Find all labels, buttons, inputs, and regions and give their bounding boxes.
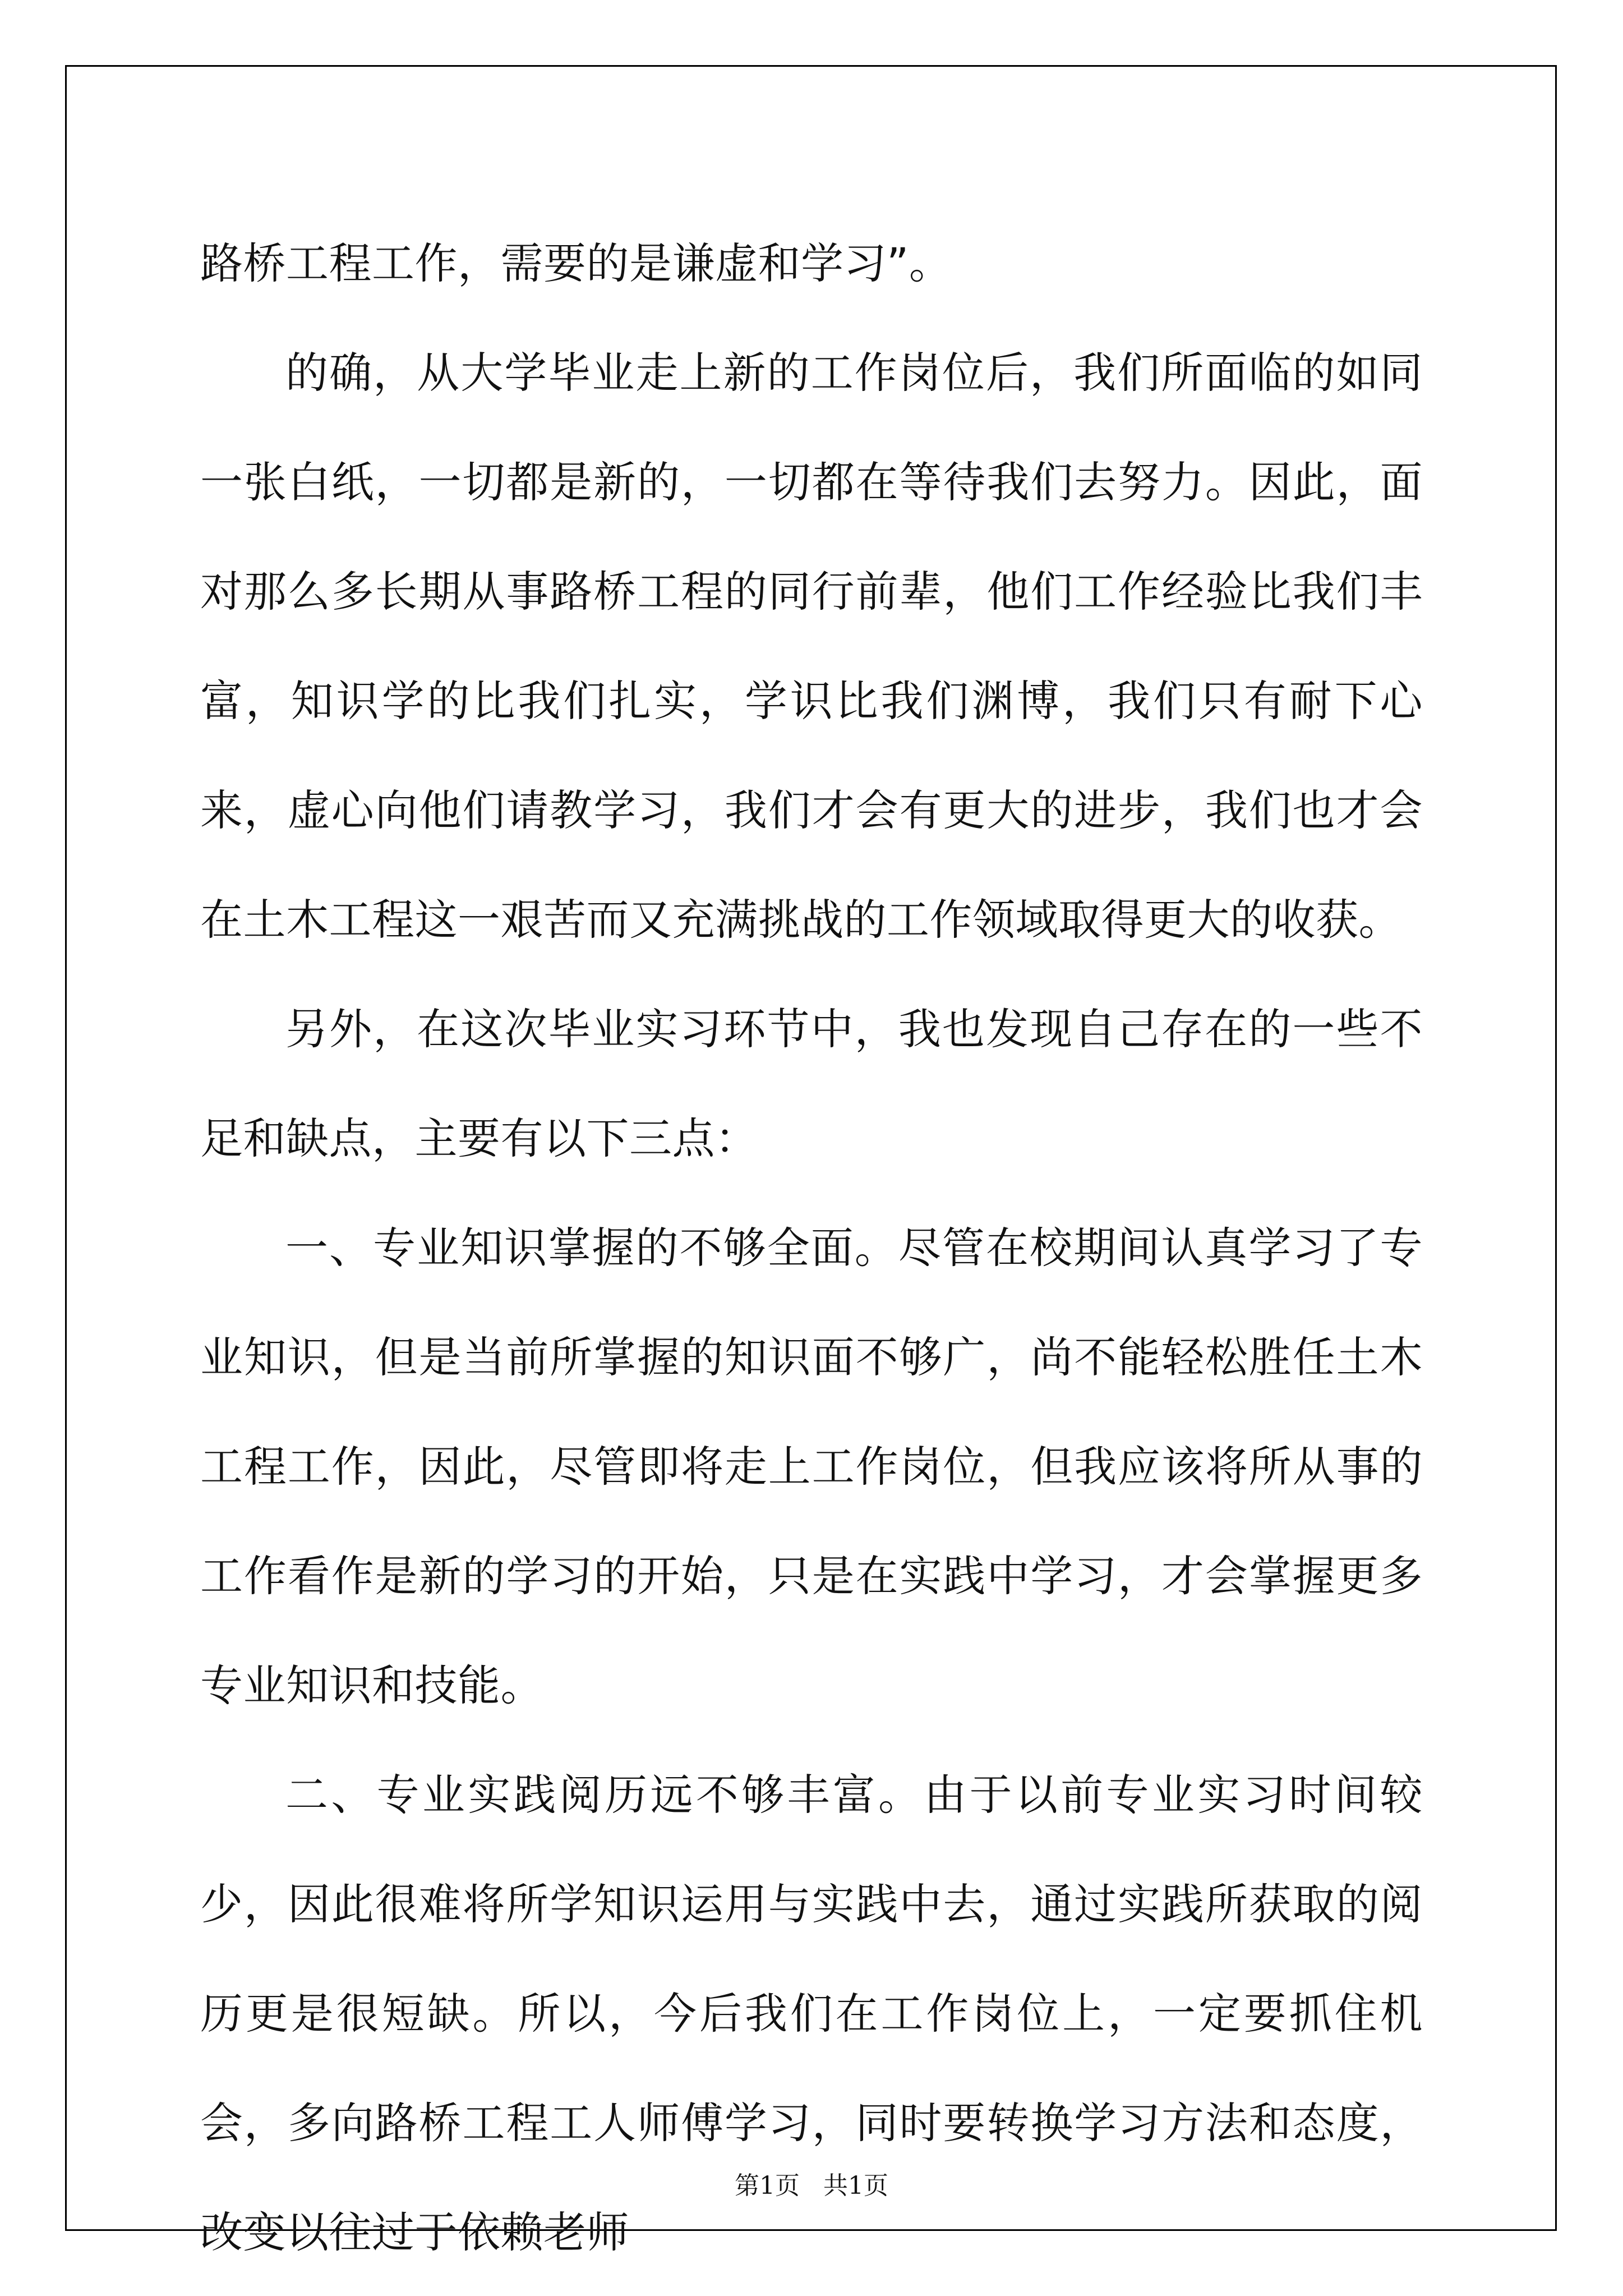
paragraph-3: 另外，在这次毕业实习环节中，我也发现自己存在的一些不足和缺点，主要有以下三点： [200,1004,1423,1163]
paragraph-5: 二、专业实践阅历远不够丰富。由于以前专业实习时间较少，因此很难将所学知识运用与实践中去，通过实践所获取的阅历更是很短缺。所以，今后我们在工作岗位上，一定要抓住机会，多向路桥工程工人师傅学习，同时要转换学习方法和态度，改变以往过于依赖老师 [200,1770,1423,2257]
document-body [200,209,1423,2287]
paragraph-4: 一、专业知识掌握的不够全面。尽管在校期间认真学习了专业知识，但是当前所掌握的知识面不够广，尚不能轻松胜任土木工程工作，因此，尽管即将走上工作岗位，但我应该将所从事的工作看作是新的学习的开始，只是在实践中学习，才会掌握更多专业知识和技能。 [200,1223,1423,1710]
paragraph-1: 路桥工程工作，需要的是谦虚和学习”。 [200,238,952,288]
paragraph-2: 的确，从大学毕业走上新的工作岗位后，我们所面临的如同一张白纸，一切都是新的，一切都在等待我们去努力。因此，面对那么多长期从事路桥工程的同行前辈，他们工作经验比我们丰富，知识学的比我们扎实，学识比我们渊博，我们只有耐下心来，虚心向他们请教学习，我们才会有更大的进步，我们也才会在土木工程这一艰苦而又充满挑战的工作领域取得更大的收获。 [200,348,1423,945]
page-number-footer: 第1页 共1页 [735,2171,888,2200]
